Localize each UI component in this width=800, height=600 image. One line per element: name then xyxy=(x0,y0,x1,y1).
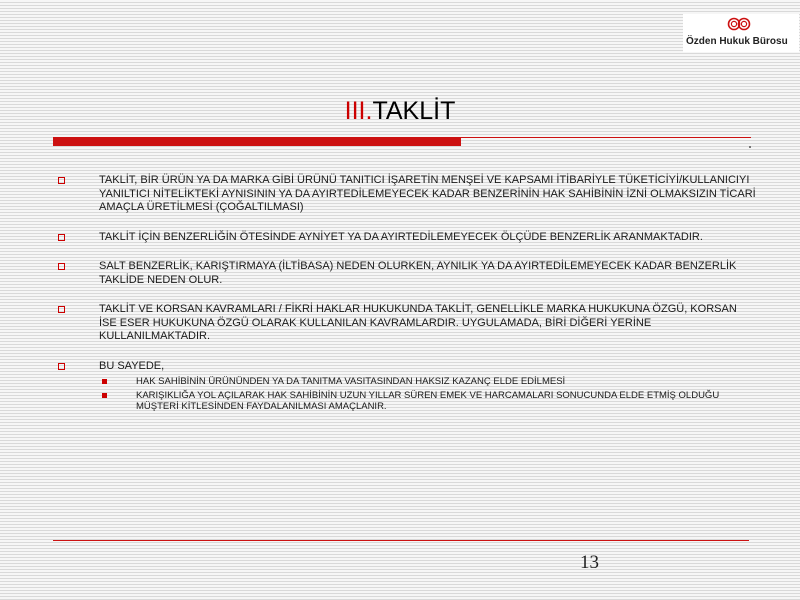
logo-company-name: Özden Hukuk Bürosu xyxy=(686,36,788,47)
square-bullet-icon xyxy=(58,177,65,184)
title-number: III. xyxy=(344,97,373,125)
list-item xyxy=(57,260,757,287)
square-bullet-icon xyxy=(58,363,65,370)
sub-list-item-text: KARIŞIKLIĞA YOL AÇILARAK HAK SAHİBİNİN UZUN YILLAR SÜREN EMEK VE HARCAMALARI SONUCUNDA ELDE ETMİŞ OLDUĞU MÜŞTERİ KİTLESİNDEN FAYDALANILMASI AMAÇLANIR. xyxy=(136,390,720,412)
list-item xyxy=(57,360,757,413)
title-divider-line xyxy=(461,137,751,138)
slide-title xyxy=(0,96,800,126)
list-item-text: TAKLİT, BİR ÜRÜN YA DA MARKA GİBİ ÜRÜNÜ TANITICI İŞARETİN MENŞEİ VE KAPSAMI İTİBARİYLE TÜKETİCİYİ/KULLANICIYI YANILTICI NİTELİKTEKİ AYNISININ YA DA AYIRTEDİLEMEYECEK KADAR BENZERİNİN HAK SAHİBİNİN İZNİ OLMAKSIZIN TİCARİ AMAÇLA ÜRETİLMESİ (ÇOĞALTILMASI) xyxy=(99,174,756,213)
sub-list-item xyxy=(99,376,757,387)
company-logo xyxy=(683,14,799,52)
list-item-text: TAKLİT İÇİN BENZERLİĞİN ÖTESİNDE AYNİYET YA DA AYIRTEDİLEMEYECEK ÖLÇÜDE BENZERLİK ARANMAKTADIR. xyxy=(99,230,703,243)
title-accent-bar xyxy=(53,137,461,146)
sub-list-item xyxy=(99,390,757,412)
square-bullet-icon xyxy=(58,263,65,270)
list-item-text: SALT BENZERLİK, KARIŞTIRMAYA (İLTİBASA) NEDEN OLURKEN, AYNILIK YA DA AYIRTEDİLEMEYECEK KADAR BENZERLİK TAKLİDE NEDEN OLUR. xyxy=(99,260,737,286)
square-bullet-icon xyxy=(58,234,65,241)
filled-square-bullet-icon xyxy=(102,393,107,398)
list-item xyxy=(57,303,757,344)
list-item-text: TAKLİT VE KORSAN KAVRAMLARI / FİKRİ HAKLAR HUKUKUNDA TAKLİT, GENELLİKLE MARKA HUKUKUNA ÖZGÜ, KORSAN İSE ESER HUKUKUNA ÖZGÜ OLARAK KULLANILAN KAVRAMLARDIR. UYGULAMADA, BİRİ DİĞERİ YERİNE KULLANILMAKTADIR. xyxy=(99,303,737,342)
square-bullet-icon xyxy=(58,306,65,313)
title-word: TAKLİT xyxy=(372,97,456,125)
logo-mark-icon xyxy=(727,17,751,31)
list-item-text: BU SAYEDE, xyxy=(99,359,165,372)
sub-list xyxy=(99,376,757,412)
sub-list-item-text: HAK SAHİBİNİN ÜRÜNÜNDEN YA DA TANITMA VASITASINDAN HAKSIZ KAZANÇ ELDE EDİLMESİ xyxy=(136,376,566,387)
footer-divider-line xyxy=(53,540,749,541)
page-number: 13 xyxy=(580,552,599,573)
list-item xyxy=(57,174,757,215)
title-dot xyxy=(749,146,751,148)
list-item xyxy=(57,231,757,245)
bullet-list xyxy=(57,174,757,428)
filled-square-bullet-icon xyxy=(102,379,107,384)
